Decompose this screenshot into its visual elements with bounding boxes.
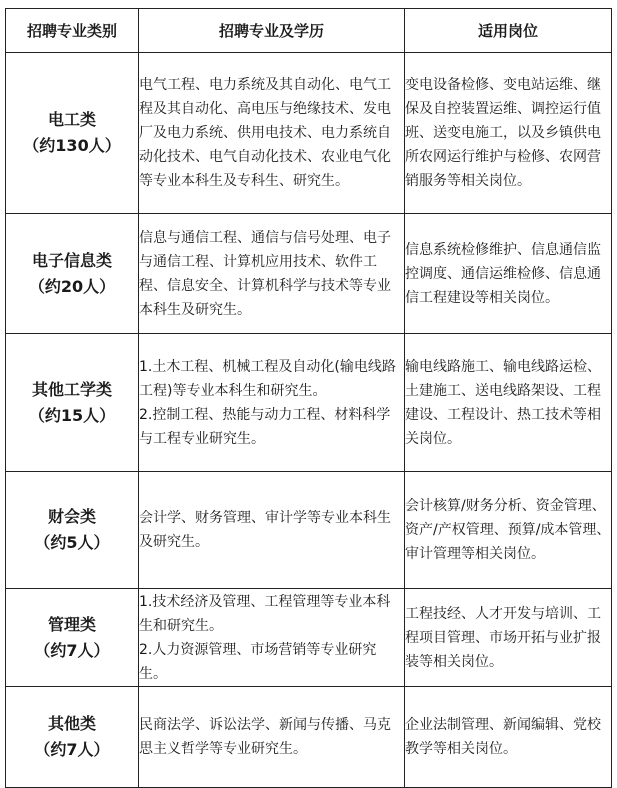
posts-cell: 会计核算/财务分析、资金管理、资产/产权管理、预算/成本管理、审计管理等相关岗位。 <box>405 472 612 589</box>
category-count: （约20人） <box>28 276 116 296</box>
table-row <box>6 214 612 334</box>
majors-cell <box>139 214 405 334</box>
category-cell <box>6 472 139 589</box>
posts-cell: 输电线路施工、输电线路运检、土建施工、送电线路架设、工程建设、工程设计、热工技术等相关岗位。 <box>405 334 612 472</box>
posts-cell: 工程技经、人才开发与培训、工程项目管理、市场开拓与业扩报装等相关岗位。 <box>405 589 612 687</box>
majors-text: 2.人力资源管理、市场营销等专业研究生。 <box>139 641 377 682</box>
category-count: （约15人） <box>28 405 116 425</box>
majors-cell <box>139 53 405 214</box>
header-category: 招聘专业类别 <box>6 9 139 53</box>
category-cell <box>6 334 139 472</box>
header-majors: 招聘专业及学历 <box>139 9 405 53</box>
table-row <box>6 687 612 788</box>
posts-cell: 变电设备检修、变电站运维、继保及自控装置运维、调控运行值班、送变电施工，以及乡镇供电所农网运行维护与检修、农网营销服务等相关岗位。 <box>405 53 612 214</box>
majors-text: 电气工程、电力系统及其自动化、电气工程及其自动化、高电压与绝缘技术、发电厂及电力系统、供用电技术、电力系统自动化技术、电气自动化技术、农业电气化等专业本科生及专科生、研究生。 <box>139 77 391 189</box>
majors-cell <box>139 472 405 589</box>
recruitment-table <box>5 8 612 788</box>
category-count: （约7人） <box>34 740 110 759</box>
category-count: （约5人） <box>34 533 110 552</box>
category-cell <box>6 214 139 334</box>
majors-cell <box>139 687 405 788</box>
category-count: （约130人） <box>23 136 121 155</box>
majors-text: 2.控制工程、热能与动力工程、材料科学与工程专业研究生。 <box>139 406 391 447</box>
category-cell <box>6 53 139 214</box>
category-cell <box>6 589 139 687</box>
table-row <box>6 472 612 589</box>
majors-cell <box>139 589 405 687</box>
posts-cell: 企业法制管理、新闻编辑、党校教学等相关岗位。 <box>405 687 612 788</box>
majors-text: 会计学、财务管理、审计学等专业本科生及研究生。 <box>139 510 391 550</box>
posts-cell: 信息系统检修维护、信息通信监控调度、通信运维检修、信息通信工程建设等相关岗位。 <box>405 214 612 334</box>
category-name: 其他类 <box>47 714 96 733</box>
category-name: 电子信息类 <box>31 250 112 270</box>
table-row <box>6 589 612 687</box>
category-name: 电工类 <box>47 110 96 129</box>
table-row <box>6 334 612 472</box>
table-header-row <box>6 9 612 53</box>
category-name: 其他工学类 <box>31 379 112 399</box>
category-name: 财会类 <box>47 507 96 526</box>
header-posts: 适用岗位 <box>405 9 612 53</box>
category-name: 管理类 <box>47 614 96 634</box>
majors-text: 1.土木工程、机械工程及自动化(输电线路工程)等专业本科生和研究生。 <box>139 358 396 399</box>
majors-cell <box>139 334 405 472</box>
category-cell <box>6 687 139 788</box>
table-row <box>6 53 612 214</box>
majors-text: 1.技术经济及管理、工程管理等专业本科生和研究生。 <box>139 593 391 634</box>
majors-text: 民商法学、诉讼法学、新闻与传播、马克思主义哲学等专业研究生。 <box>139 717 391 757</box>
category-count: （约7人） <box>34 640 110 660</box>
majors-text: 信息与通信工程、通信与信号处理、电子与通信工程、计算机应用技术、软件工程、信息安全、计算机科学与技术等专业本科生及研究生。 <box>139 229 391 318</box>
